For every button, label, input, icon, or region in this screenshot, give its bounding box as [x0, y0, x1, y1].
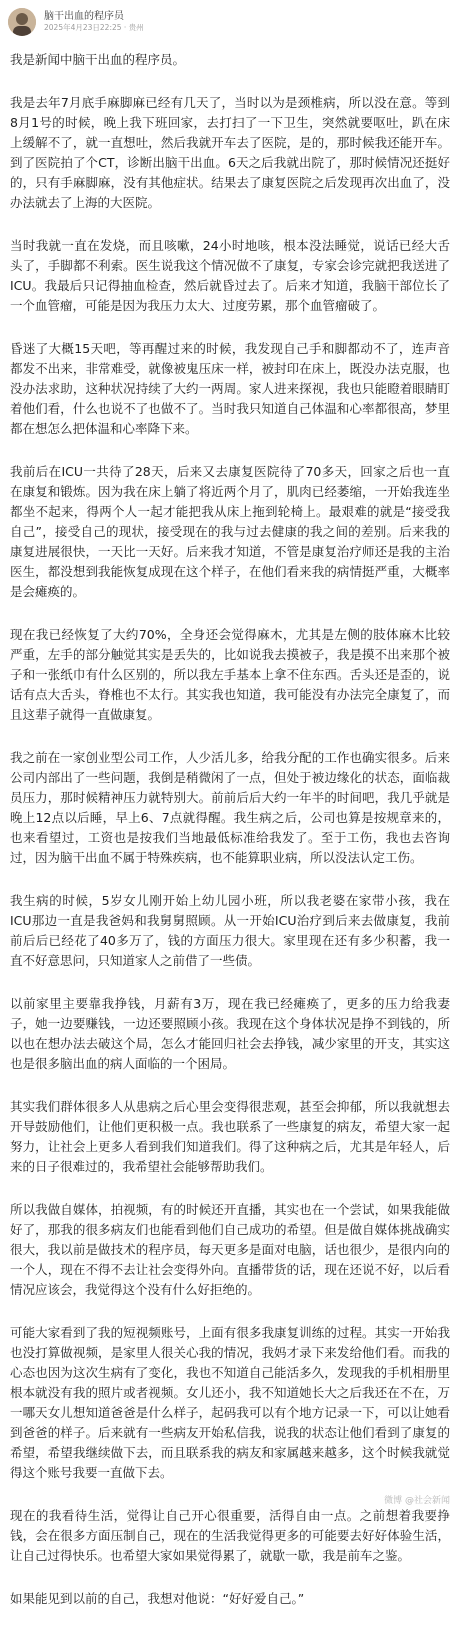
post-body — [10, 50, 450, 1632]
watermark: 微博 @社会新闻 — [384, 1496, 450, 1506]
paragraph: 如果能见到以前的自己，我想对他说：“好好爱自己。” — [10, 1591, 305, 1606]
paragraph: 以前家里主要靠我挣钱，月薪有3万，现在我已经瘫痪了，更多的压力给我妻子，她一边要赚钱，一边还要照顾小孩。我现在这个身体状况是挣不到钱的，所以也在想办法去破这个局，怎么才能回归社会去挣钱，减少家里的开支，其实这也是很多脑出血的病人面临的一个困局。 — [10, 996, 450, 1071]
paragraph: 我前后在ICU一共待了28天，后来又去康复医院待了70多天，回家之后也一直在康复和锻炼。因为我在床上躺了将近两个月了，肌肉已经萎缩，一开始我连坐都坐不起来，得两个人一起才能把我从床上拖到轮椅上。最艰难的就是“接受我自己”，接受自己的现状，接受现在的我与过去健康的我之间的差别。后来我的康复进展很快，一天比一天好。后来我才知道，不管是康复治疗师还是我的主治医生，都没想到我能恢复成现在这个样子，在他们看来我的病情挺严重，大概率是会瘫痪的。 — [10, 464, 450, 599]
avatar-image — [8, 8, 36, 36]
paragraph: 我是新闻中脑干出血的程序员。 — [10, 52, 186, 67]
post-header — [0, 0, 458, 40]
paragraph: 现在我已经恢复了大约70%，全身还会觉得麻木，尤其是左侧的肢体麻木比较严重，左手的部分触觉其实是丢失的，比如说我去摸被子，我是摸不出来那个被子和一张纸巾有什么区别的，所以我左手基本上拿不住东西。舌头还是歪的，说话有点大舌头，脊椎也不太行。其实我也知道，我可能没有办法完全康复了，而且这辈子就得一直做康复。 — [10, 627, 450, 722]
avatar[interactable] — [8, 8, 36, 36]
paragraph: 我之前在一家创业型公司工作，人少活儿多，给我分配的工作也确实很多。后来公司内部出了一些问题，我倒是稍微闲了一点，但处于被边缘化的状态，面临裁员压力，那时候精神压力就特别大。前前后后大约一年半的时间吧，我几乎就是晚上12点以后睡，早上6、7点就得醒。我生病之后，公司也算是按规章来的，也来看望过，工资也是按我们当地最低标准给我发了。至于工伤，我也去咨询过，因为脑干出血不属于特殊疾病，也不能算职业病，所以没法认定工伤。 — [10, 750, 450, 865]
paragraph: 现在的我看待生活，觉得让自己开心很重要，活得自由一点。之前想着我要挣钱，会在很多方面压制自己，现在的生活我觉得更多的可能要去好好体验生活，让自己过得快乐。也希望大家如果觉得累了，就歇一歇，我是前车之鉴。 — [10, 1508, 450, 1563]
paragraph: 当时我就一直在发烧，而且咳嗽，24小时地咳，根本没法睡觉，说话已经大舌头了，手脚都不利索。医生说我这个情况做不了康复，专家会诊完就把我送进了ICU。我最后只记得抽血检查，然后就昏过去了。后来才知道，我脑干部位长了一个血管瘤，可能是因为我压力太大、过度劳累，那个血管瘤破了。 — [10, 238, 450, 313]
username[interactable]: 脑干出血的程序员 — [44, 11, 124, 22]
paragraph: 其实我们群体很多人从患病之后心里会变得很悲观，甚至会抑郁，所以我就想去开导鼓励他们，让他们更积极一点。我也联系了一些康复的病友，希望大家一起努力，让社会上更多人看到我们知道我们。得了这种病之后，尤其是年轻人，后来的日子很难过的，我希望社会能够帮助我们。 — [10, 1099, 450, 1174]
paragraph: 昏迷了大概15天吧，等再醒过来的时候，我发现自己手和脚都动不了，连声音都发不出来，非常难受，就像被鬼压床一样，被封印在床上，既没办法克服，也没办法求助，这种状况持续了大约一两周。家人进来探视，我也只能瞪着眼睛盯着他们看，什么也说不了也做不了。当时我只知道自己体温和心率都很高，梦里都在想怎么把体温和心率降下来。 — [10, 341, 450, 436]
post-meta: 2025年4月23日22:25 · 贵州 — [44, 23, 144, 32]
paragraph: 所以我做自媒体，拍视频，有的时候还开直播，其实也在一个尝试，如果我能做好了，那我的很多病友们也能看到他们自己成功的希望。但是做自媒体挑战确实很大，我以前是做技术的程序员，每天更多是面对电脑，话也很少，是很内向的一个人，现在不得不去让社会变得外向。直播带货的话，现在还说不好，以后看情况应该会，我觉得这个没有什么好拒绝的。 — [10, 1202, 450, 1297]
paragraph: 我生病的时候，5岁女儿刚开始上幼儿园小班，所以我老婆在家带小孩，我在ICU那边一直是我爸妈和我舅舅照顾。从一开始ICU治疗到后来去做康复，我前前后后已经花了40多万了，钱的方面压力很大。家里现在还有多少积蓄，我一直不好意思问，只知道家人之前借了一些债。 — [10, 893, 450, 968]
paragraph: 我是去年7月底手麻脚麻已经有几天了，当时以为是颈椎病，所以没在意。等到8月1号的时候，晚上我下班回家，去打扫了一下卫生，突然就要呕吐，趴在床上缓解不了，就一直想吐，然后我就开车去了医院，是的，那时候我还能开车。到了医院拍了个CT，诊断出脑干出血。6天之后我就出院了，那时候情况还挺好的，只有手麻脚麻，没有其他症状。结果去了康复医院之后发现再次出血了，没办法就去了上海的大医院。 — [10, 95, 450, 210]
paragraph: 可能大家看到了我的短视频账号，上面有很多我康复训练的过程。其实一开始我也没打算做视频，是家里人很关心我的情况，我妈才录下来发给他们看。而我的心态也因为这次生病有了变化，我也不知道自己能活多久，发现我的手机相册里根本就没有我的照片或者视频。女儿还小，我不知道她长大之后我还在不在，万一哪天女儿想知道爸爸是什么样子，起码我可以有个地方记录一下，可以让她看到爸爸的样子。后来就有一些病友开始私信我，说我的状态让他们看到了康复的希望，希望我继续做下去，而且联系我的病友和家属越来越多，这个时候我就觉得这个账号我要一直做下去。 — [10, 1325, 450, 1480]
